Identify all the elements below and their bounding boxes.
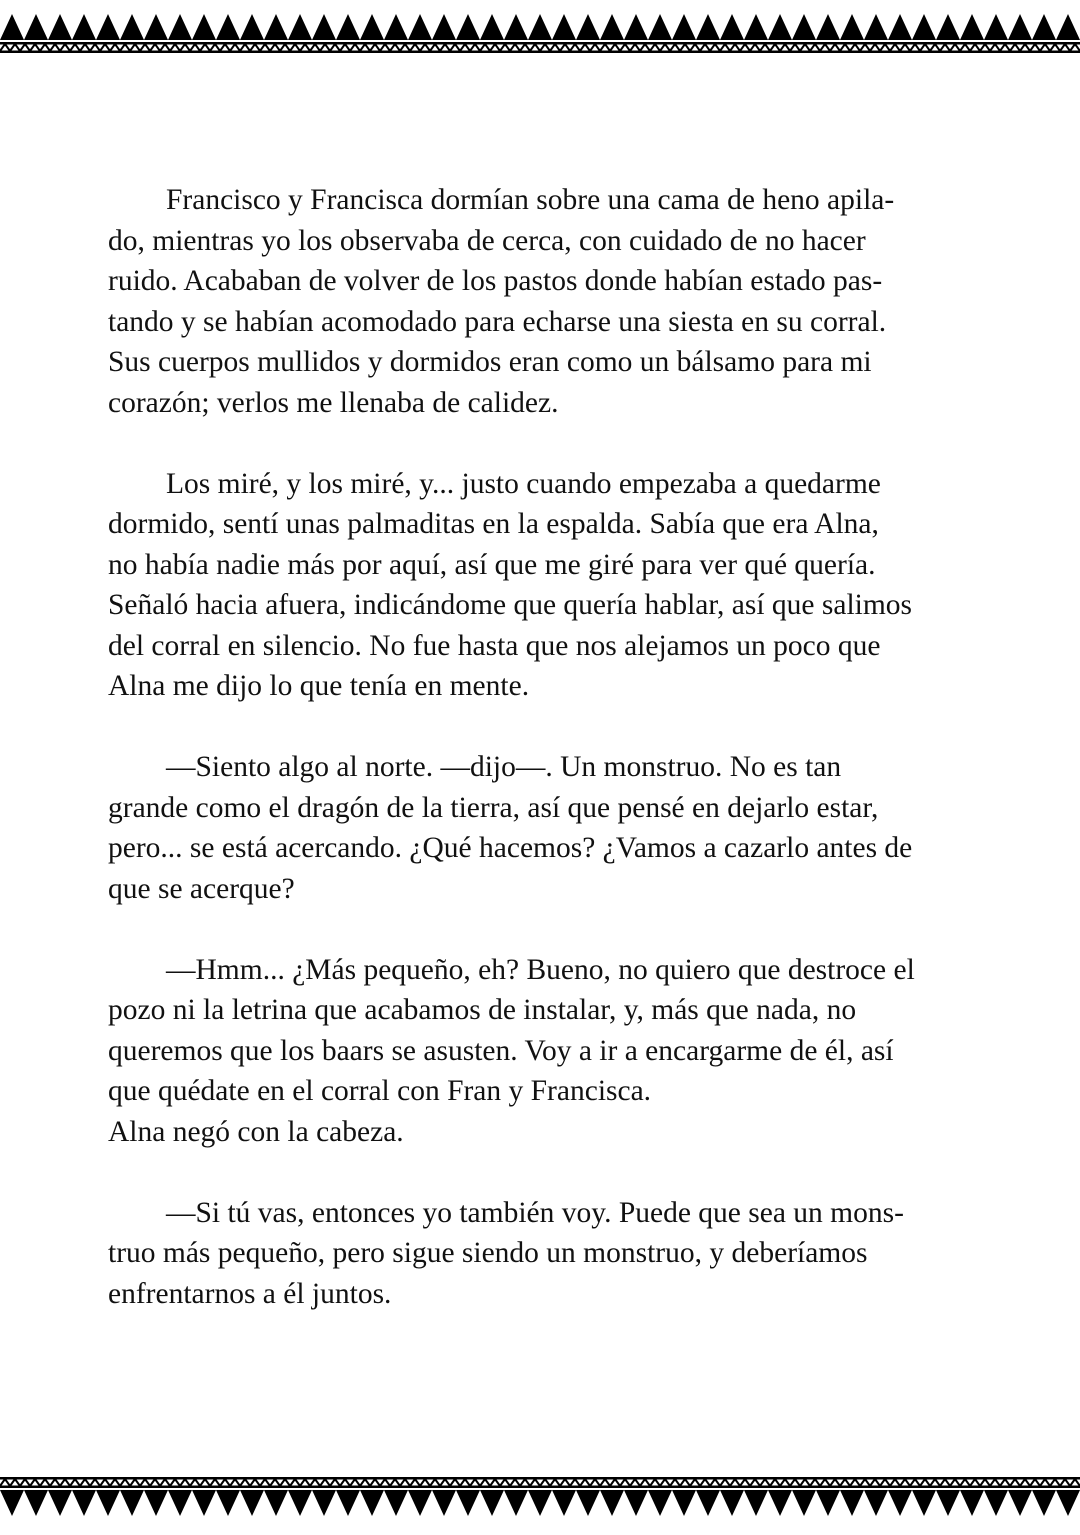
- paragraph-5: Alna negó con la cabeza.: [108, 1115, 404, 1148]
- paragraph-1: Francisco y Francisca dormían sobre una cama de heno apila- do, mientras yo los observaba de cerca, con cuidado de no hacer ruido. Acababan de volver de los pastos donde habían estado pas- tando y se habían acomodado para echarse una siesta en su corral. Sus cuerpos mullidos y dormidos eran como un bálsamo para mi corazón; verlos me llenaba de calidez.: [108, 184, 895, 419]
- page-text: [108, 180, 980, 1355]
- zigzag-pattern: [0, 44, 1080, 51]
- paragraph-6: —Si tú vas, entonces yo también voy. Puede que sea un mons- truo más pequeño, pero sigue siendo un monstruo, y deberíamos enfrentarnos a él juntos.: [108, 1196, 904, 1310]
- paragraph-2: Los miré, y los miré, y... justo cuando empezaba a quedarme dormido, sentí unas palmaditas en la espalda. Sabía que era Alna, no había nadie más por aquí, así que me giré para ver qué quería. Señaló hacia afuera, indicándome que quería hablar, así que salimos del corral en silencio. No fue hasta que nos alejamos un poco que Alna me dijo lo que tenía en mente.: [108, 467, 913, 702]
- border-line: [0, 1477, 1080, 1480]
- bottom-zigzag-band: [0, 1477, 1080, 1488]
- border-line: [0, 42, 1080, 45]
- bottom-triangle-row: [0, 1490, 1080, 1516]
- top-zigzag-band: [0, 42, 1080, 53]
- top-decorative-border: [0, 0, 1080, 60]
- top-triangle-row: [0, 14, 1080, 40]
- triangle-pattern: [0, 1490, 1080, 1516]
- triangle-pattern: [0, 14, 1080, 40]
- paragraph-3: —Siento algo al norte. —dijo—. Un monstruo. No es tan grande como el dragón de la tierra, así que pensé en dejarlo estar, pero... se está acercando. ¿Qué hacemos? ¿Vamos a cazarlo antes de que se acerque?: [108, 751, 913, 905]
- zigzag-pattern: [0, 1479, 1080, 1486]
- paragraph-4: —Hmm... ¿Más pequeño, eh? Bueno, no quiero que destroce el pozo ni la letrina que acabamos de instalar, y, más que nada, no queremos que los baars se asusten. Voy a ir a encargarme de él, así que quédate en el corral con Fran y Francisca.: [108, 953, 915, 1107]
- bottom-decorative-border: [0, 1470, 1080, 1530]
